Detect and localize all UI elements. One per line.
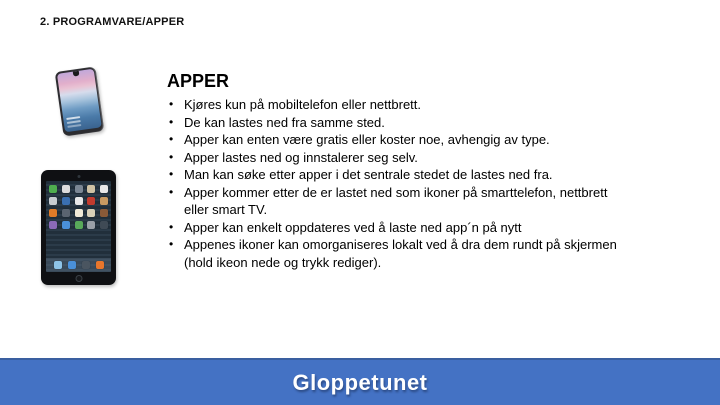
app-icon [100,185,108,193]
bullet-item [167,149,629,167]
app-icon [49,197,57,205]
app-icon [62,197,70,205]
app-icon [75,209,83,217]
smartphone-screen [57,69,102,133]
bullet-item [167,219,629,237]
bullet-item [167,166,629,184]
app-icon [68,261,76,269]
smartphone-widget-text [66,116,80,120]
bullet-marker-icon: • [169,184,174,199]
bullet-text: De kan lastes ned fra samme sted. [184,114,385,130]
app-icon [75,221,83,229]
app-icon [82,261,90,269]
bullet-text: Apper kommer etter de er lastet ned som ikoner på smarttelefon, nettbrett eller smart TV. [184,184,608,217]
bullet-marker-icon: • [169,237,174,251]
bullet-item [167,184,629,219]
footer-bar [0,358,720,405]
bullet-marker-icon: • [169,132,174,146]
app-icon [49,221,57,229]
app-icon [96,261,104,269]
tablet-icon-grid [49,185,108,229]
bullet-marker-icon: • [169,97,174,111]
slide-header-title: 2. PROGRAMVARE/APPER [40,16,185,28]
tablet-dock [46,258,111,272]
app-icon [100,221,108,229]
app-icon [49,185,57,193]
bullet-item [167,96,629,114]
tablet-image [41,170,116,285]
bullet-text: Man kan søke etter apper i det sentrale stedet de lastes ned fra. [184,167,553,182]
smartphone-image [55,66,105,136]
bullet-item [167,131,629,149]
app-icon [62,209,70,217]
app-icon [87,197,95,205]
app-icon [87,185,95,193]
footer-label: Gloppetunet [292,369,428,395]
bullet-item [167,236,629,271]
bullet-text: Apper kan enkelt oppdateres ved å laste ned app´n på nytt [184,219,522,235]
bullet-marker-icon: • [169,219,174,234]
tablet-screen [46,181,111,272]
app-icon [87,209,95,217]
app-icon [75,185,83,193]
smartphone-notch-icon [72,71,79,77]
bullet-text: Appenes ikoner kan omorganiseres lokalt ved å dra dem rundt på skjermen (hold ikeon nede og trykk rediger). [184,237,617,270]
app-icon [49,209,57,217]
app-icon [54,261,62,269]
app-icon [100,209,108,217]
bullet-marker-icon: • [169,149,174,164]
bullet-marker-icon: • [169,114,174,129]
app-icon [62,185,70,193]
bullet-text: Apper kan enten være gratis eller koster noe, avhengig av type. [184,132,550,147]
tablet-screen-spacer [49,229,108,258]
app-icon [87,221,95,229]
app-icon [75,197,83,205]
content-title: APPER [167,71,230,91]
bullet-text: Kjøres kun på mobiltelefon eller nettbrett. [184,97,422,112]
bullet-marker-icon: • [169,167,174,181]
tablet-home-button-icon [75,275,82,282]
slide-content [167,72,629,271]
app-icon [100,197,108,205]
tablet-camera-icon [77,175,80,178]
bullet-text: Apper lastes ned og innstalerer seg selv. [184,149,418,165]
app-icon [62,221,70,229]
bullet-list [167,96,629,271]
bullet-item [167,114,629,132]
